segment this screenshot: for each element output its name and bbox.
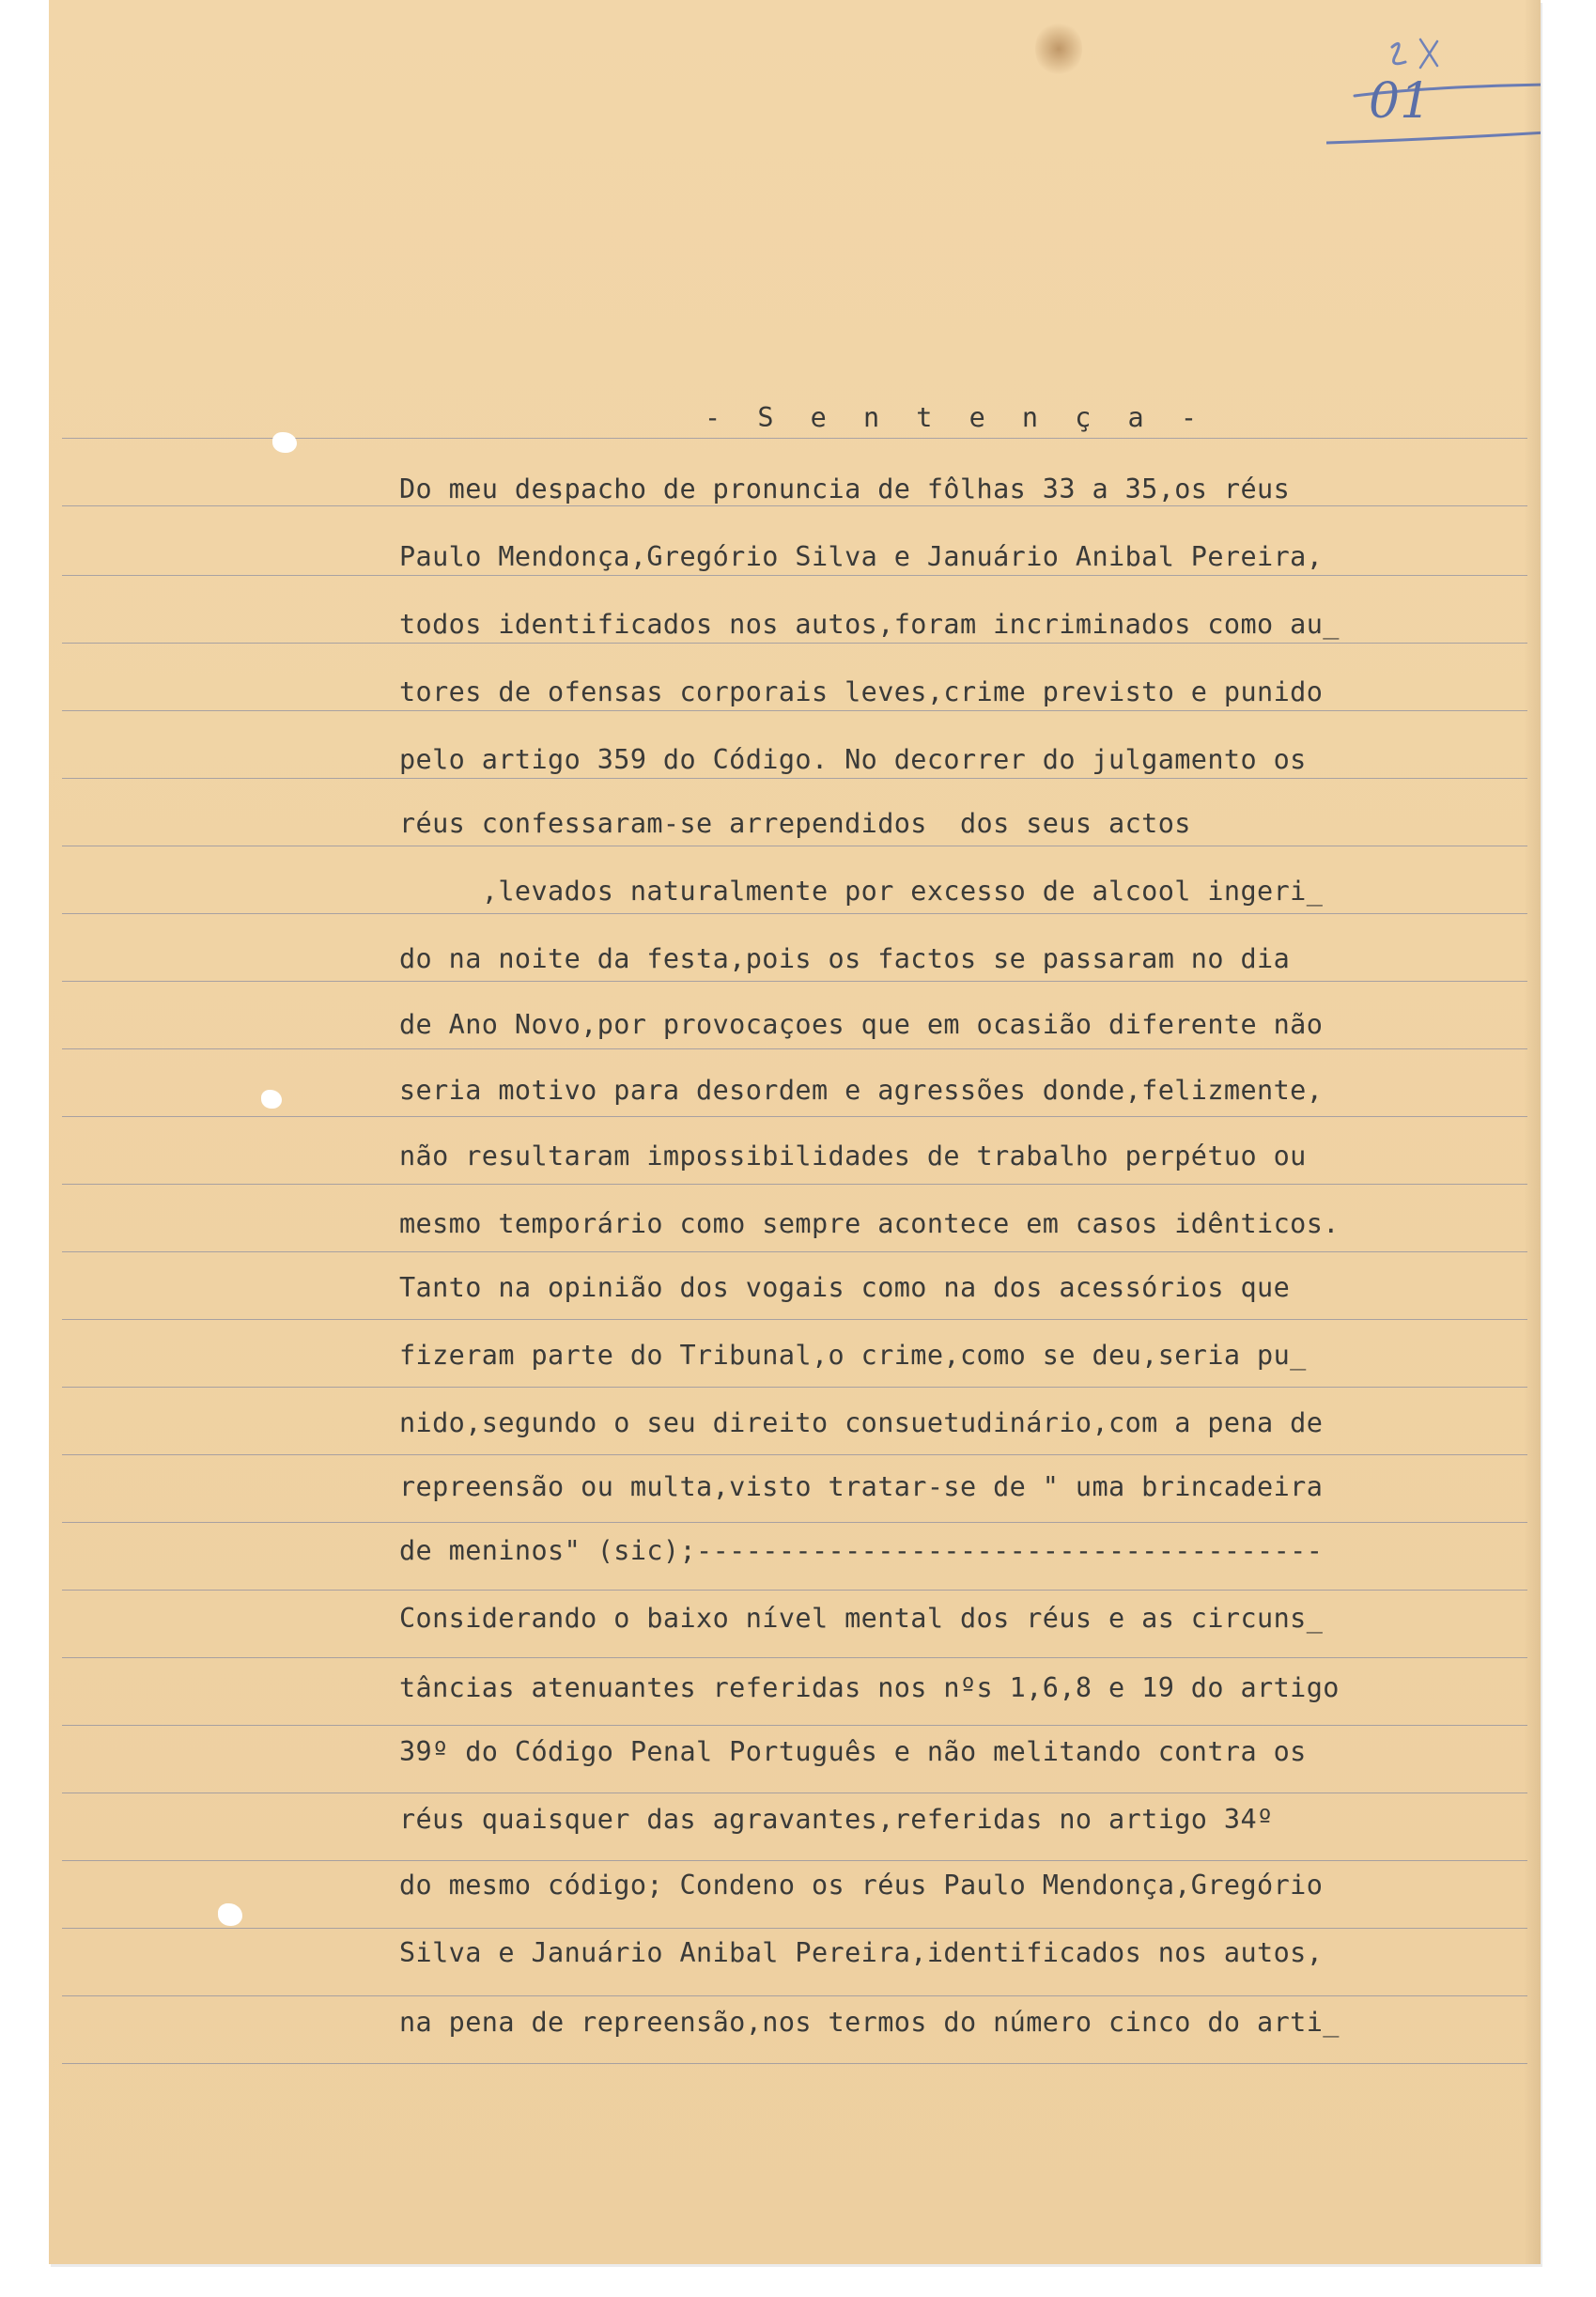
body-line: repreensão ou multa,visto tratar-se de " uma brincadeira	[399, 1471, 1324, 1502]
body-line: não resultaram impossibilidades de trabalho perpétuo ou	[399, 1141, 1307, 1172]
ruled-line	[62, 1251, 1527, 1252]
ruled-line	[62, 505, 1527, 506]
ruled-line	[62, 1928, 1527, 1929]
ruled-line	[62, 1387, 1527, 1388]
body-line: mesmo temporário como sempre acontece em casos idênticos.	[399, 1208, 1340, 1239]
body-line: nido,segundo o seu direito consuetudinário,com a pena de	[399, 1407, 1324, 1438]
body-line: de meninos" (sic);--------------------------------------	[399, 1535, 1324, 1566]
ruled-line	[62, 1116, 1527, 1117]
body-line: do mesmo código; Condeno os réus Paulo Mendonça,Gregório	[399, 1870, 1324, 1901]
ruled-line	[62, 981, 1527, 982]
body-line: Tanto na opinião dos vogais como na dos acessórios que	[399, 1272, 1291, 1303]
ruled-line	[62, 913, 1527, 914]
ruled-line	[62, 1860, 1527, 1861]
ink-stain	[1035, 21, 1082, 77]
body-line: réus quaisquer das agravantes,referidas no artigo 34º	[399, 1804, 1274, 1835]
body-line: pelo artigo 359 do Código. No decorrer do julgamento os	[399, 744, 1307, 775]
body-line: do na noite da festa,pois os factos se passaram no dia	[399, 943, 1291, 974]
body-line: de Ano Novo,por provocaçoes que em ocasião diferente não	[399, 1009, 1324, 1040]
ruled-line	[62, 1184, 1527, 1185]
body-line: 39º do Código Penal Português e não melitando contra os	[399, 1736, 1307, 1767]
body-line: tâncias atenuantes referidas nos nºs 1,6,8 e 19 do artigo	[399, 1672, 1340, 1703]
ruled-line	[62, 1590, 1527, 1591]
ruled-line	[62, 1319, 1527, 1320]
ruled-line	[62, 1048, 1527, 1049]
ruled-line	[62, 1454, 1527, 1455]
body-line: Silva e Januário Anibal Pereira,identificados nos autos,	[399, 1937, 1324, 1968]
ruled-line	[62, 710, 1527, 711]
ruled-line	[62, 1995, 1527, 1996]
body-line: réus confessaram-se arrependidos dos seus actos	[399, 808, 1191, 839]
body-line: ,levados naturalmente por excesso de alcool ingeri_	[399, 876, 1324, 907]
ruled-line	[62, 575, 1527, 576]
body-line: tores de ofensas corporais leves,crime previsto e punido	[399, 676, 1324, 707]
body-line: Paulo Mendonça,Gregório Silva e Januário Anibal Pereira,	[399, 541, 1324, 572]
body-line: todos identificados nos autos,foram incriminados como au_	[399, 609, 1340, 640]
body-line: fizeram parte do Tribunal,o crime,como se deu,seria pu_	[399, 1340, 1307, 1371]
ruled-line	[62, 1522, 1527, 1523]
ruled-line	[62, 778, 1527, 779]
ruled-line	[62, 1725, 1527, 1726]
body-line: na pena de repreensão,nos termos do número cinco do arti_	[399, 2007, 1340, 2038]
punch-hole	[272, 432, 297, 453]
folio-number: 01	[1369, 73, 1432, 130]
punch-hole	[261, 1090, 282, 1109]
body-line: Do meu despacho de pronuncia de fôlhas 33 a 35,os réus	[399, 473, 1291, 504]
punch-hole	[218, 1903, 242, 1926]
document-page	[49, 0, 1541, 2264]
body-line: seria motivo para desordem e agressões donde,felizmente,	[399, 1075, 1324, 1106]
folio-mark-icon	[1326, 19, 1541, 160]
document-title: - S e n t e n ç a -	[705, 402, 1208, 433]
ruled-line	[62, 2063, 1527, 2064]
body-line: Considerando o baixo nível mental dos réus e as circuns_	[399, 1603, 1324, 1634]
ruled-line	[62, 1657, 1527, 1658]
ruled-line	[62, 643, 1527, 644]
